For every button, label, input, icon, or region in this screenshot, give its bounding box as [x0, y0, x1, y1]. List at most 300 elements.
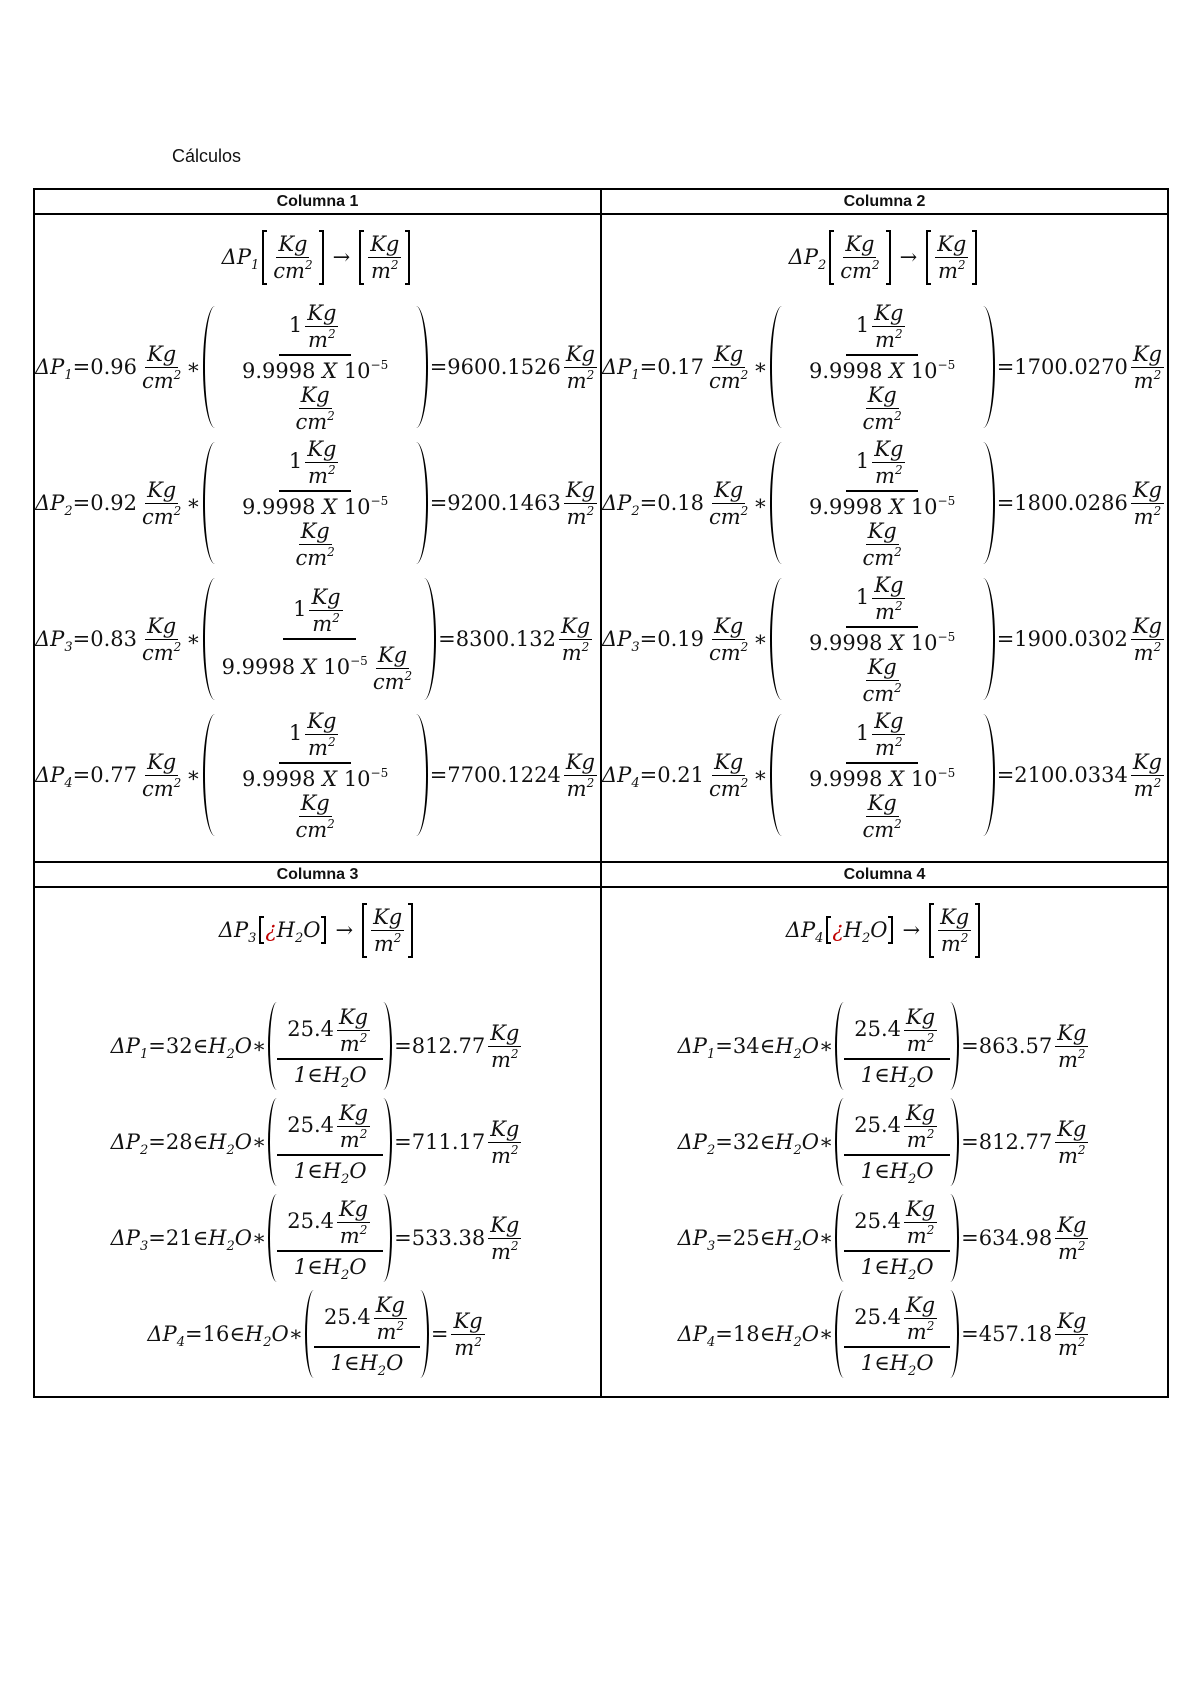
unit-kg: Kg [373, 904, 403, 929]
exponent-2: 2 [474, 1334, 482, 1349]
factor-value: 9.9998 [809, 358, 883, 383]
unit-cm: cm [708, 776, 741, 801]
p-symbol: P [236, 245, 251, 269]
times-sign: ∗ [251, 1226, 267, 1250]
h-symbol: H [359, 1351, 378, 1375]
pressure-equations [35, 215, 600, 843]
element-of-symbol: ∈ [759, 1226, 776, 1250]
unit-bracket [929, 903, 980, 958]
exponent: −5 [937, 493, 956, 508]
exponent-2: 2 [740, 639, 749, 654]
subscript-2: 2 [263, 1335, 272, 1350]
exponent: −5 [370, 357, 389, 372]
equation-row [602, 1190, 1167, 1286]
o-symbol: O [349, 1063, 367, 1087]
equals-sign: = [715, 1226, 733, 1250]
h-symbol: H [775, 1226, 794, 1250]
exponent-2: 2 [359, 1223, 368, 1237]
subscript: 4 [176, 1335, 185, 1350]
unit-m: m [1133, 368, 1154, 393]
ten-base: 10 [910, 494, 938, 519]
kg-per-m2 [305, 709, 338, 760]
delta-p-label [602, 491, 640, 519]
unit-kg: Kg [307, 708, 337, 733]
water-equations [35, 888, 600, 1382]
delta-p-header [785, 918, 824, 946]
one-numeral: 1 [855, 312, 870, 337]
o-symbol: O [349, 1255, 367, 1279]
subscript: 1 [139, 1047, 149, 1062]
unit-kg: Kg [560, 613, 591, 638]
arrow-icon: → [332, 245, 351, 269]
unit-m: m [1133, 640, 1154, 665]
subscript: 3 [248, 931, 257, 946]
subscript-2: 2 [226, 1047, 235, 1062]
exponent-2: 2 [894, 816, 902, 831]
exponent-2: 2 [390, 257, 399, 272]
factor-value: 9.9998 [242, 494, 316, 519]
unit-m: m [339, 1032, 360, 1056]
pressure-value: 0.19 [657, 627, 704, 651]
kg-per-m2 [935, 232, 968, 283]
column-1-header: Columna 1 [34, 189, 601, 214]
delta-symbol: Δ [147, 1322, 163, 1346]
ten-base: 10 [343, 358, 371, 383]
conversion-value: 25.4 [287, 1017, 334, 1041]
conversion-fraction [212, 709, 419, 842]
unit-m: m [454, 1335, 475, 1360]
subscript-2: 2 [908, 1172, 917, 1187]
unit-m: m [906, 1032, 927, 1056]
p-symbol: P [617, 763, 632, 787]
unit-m: m [906, 1128, 927, 1152]
exponent-2: 2 [957, 257, 966, 272]
pressure-value: 0.18 [657, 491, 704, 515]
subscript-2: 2 [226, 1143, 235, 1158]
ten-base: 10 [343, 494, 371, 519]
unit-m: m [491, 1239, 511, 1264]
delta-symbol: Δ [602, 627, 618, 651]
unit-cm: cm [862, 409, 895, 434]
pressure-value: 0.96 [90, 355, 137, 379]
unit-kg-per-m2 [488, 1117, 521, 1168]
parenthesis-group [268, 1194, 392, 1282]
unit-cm: cm [708, 504, 741, 529]
water-unit [293, 1063, 367, 1091]
h-symbol: H [889, 1159, 909, 1183]
equals-sign: = [961, 1034, 979, 1058]
conversion-value: 25.4 [854, 1017, 901, 1041]
one-element-symbol: 1∈ [293, 1159, 323, 1183]
equals-sign: = [996, 491, 1015, 515]
exponent-2: 2 [327, 462, 336, 477]
element-of-symbol: ∈ [759, 1130, 776, 1154]
equals-sign: = [639, 491, 658, 515]
parenthesis-group [268, 1002, 392, 1090]
conversion-header [35, 888, 600, 972]
conversion-fraction [779, 573, 986, 706]
exponent-2: 2 [926, 1223, 935, 1237]
conversion-value: 25.4 [854, 1209, 901, 1233]
unit-kg: Kg [490, 1020, 520, 1045]
unit-kg: Kg [490, 1116, 520, 1141]
unit-kg-per-m2 [488, 1213, 521, 1264]
subscript: 1 [706, 1047, 716, 1062]
delta-p-label [35, 763, 73, 791]
conversion-fraction [277, 1005, 383, 1091]
equals-sign: = [184, 1322, 203, 1346]
delta-symbol: Δ [602, 491, 618, 515]
unit-m: m [906, 1224, 927, 1248]
kg-per-cm2 [860, 519, 903, 570]
unit-kg-per-m2 [1131, 342, 1164, 393]
exponent-2: 2 [586, 503, 595, 518]
delta-p-header [218, 918, 257, 946]
subscript: 4 [815, 931, 824, 946]
o-symbol: O [386, 1351, 404, 1375]
water-value: 28 [165, 1130, 193, 1154]
inverted-question-mark: ¿ [832, 918, 844, 942]
times-sign: ∗ [186, 355, 201, 379]
unit-cm: cm [295, 545, 328, 570]
unit-m: m [308, 327, 328, 352]
ten-base: 10 [343, 766, 371, 791]
header-row-bottom [34, 862, 1168, 887]
exponent-2: 2 [327, 816, 335, 831]
column-2-cell [601, 214, 1168, 862]
kg-per-cm2 [860, 791, 903, 842]
page-heading: Cálculos [172, 146, 242, 166]
unit-kg: Kg [714, 613, 744, 638]
unit-cm: cm [708, 368, 741, 393]
conversion-fraction [844, 1005, 950, 1091]
kg-per-m2 [904, 1197, 937, 1248]
exponent-2: 2 [327, 734, 336, 749]
unit-cm: cm [862, 817, 895, 842]
conversion-fraction [779, 301, 986, 434]
one-element-symbol: 1∈ [293, 1063, 323, 1087]
unit-cm: cm [141, 776, 174, 801]
unit-kg: Kg [845, 231, 875, 256]
equation-row [602, 571, 1167, 707]
delta-p-label [677, 1322, 716, 1350]
h-symbol: H [322, 1255, 342, 1279]
exponent-2: 2 [740, 503, 749, 518]
kg-per-cm2 [838, 232, 881, 283]
unit-kg: Kg [905, 1197, 936, 1221]
conversion-fraction [844, 1197, 950, 1283]
parenthesis-group [203, 578, 437, 700]
delta-symbol: Δ [788, 245, 804, 269]
exponent-2: 2 [894, 462, 903, 477]
equals-sign: = [639, 763, 658, 787]
equation-row [602, 299, 1167, 435]
unit-m: m [940, 931, 961, 956]
h-symbol: H [775, 1130, 794, 1154]
unit-kg: Kg [714, 341, 744, 366]
kg-per-m2 [305, 437, 338, 488]
subscript: 3 [139, 1239, 149, 1254]
equals-sign: = [996, 627, 1015, 651]
unit-m: m [308, 463, 328, 488]
kg-per-cm2 [860, 655, 903, 706]
exponent-2: 2 [586, 367, 595, 382]
equation-row [35, 998, 600, 1094]
o-symbol: O [801, 1226, 819, 1250]
result-value: 1700.0270 [1014, 355, 1128, 379]
subscript: 3 [631, 640, 640, 655]
conversion-fraction [212, 585, 428, 694]
conversion-fraction [779, 709, 986, 842]
unit-kg: Kg [147, 341, 177, 366]
unit-kg-per-cm2 [140, 342, 183, 393]
exponent-2: 2 [1153, 503, 1162, 518]
exponent-2: 2 [396, 1319, 405, 1333]
h-symbol: H [889, 1063, 909, 1087]
unit-kg: Kg [714, 749, 744, 774]
unit-cm: cm [141, 504, 174, 529]
one-element-symbol: 1∈ [860, 1063, 890, 1087]
unit-kg-per-m2 [1055, 1213, 1088, 1264]
unit-m: m [1058, 1335, 1078, 1360]
equals-sign: = [148, 1226, 166, 1250]
subscript: 1 [250, 258, 260, 273]
water-unit [330, 1351, 404, 1379]
ten-base: 10 [910, 358, 938, 383]
subscript: 4 [631, 776, 640, 791]
x-symbol: X [301, 654, 317, 679]
o-symbol: O [916, 1159, 934, 1183]
element-of-symbol: ∈ [759, 1034, 776, 1058]
water-unit [276, 918, 321, 946]
exponent-2: 2 [926, 1127, 935, 1141]
one-element-symbol: 1∈ [860, 1159, 890, 1183]
p-symbol: P [692, 1130, 707, 1154]
unit-kg: Kg [940, 904, 970, 929]
unit-kg: Kg [565, 749, 595, 774]
exponent-2: 2 [393, 930, 402, 945]
unit-m: m [1058, 1047, 1078, 1072]
equals-sign: = [72, 627, 91, 651]
parenthesis-group [835, 1194, 959, 1282]
result-value: 9200.1463 [447, 491, 561, 515]
one-numeral: 1 [288, 448, 303, 473]
exponent-2: 2 [894, 680, 902, 695]
equals-sign: = [429, 491, 448, 515]
delta-p-label [35, 355, 73, 383]
times-sign: ∗ [818, 1034, 834, 1058]
x-symbol: X [889, 358, 905, 383]
unit-cm: cm [273, 258, 305, 283]
element-of-symbol: ∈ [192, 1130, 209, 1154]
unit-kg: Kg [147, 613, 177, 638]
result-value: 634.98 [978, 1226, 1053, 1250]
exponent: −5 [370, 493, 389, 508]
equals-sign: = [72, 491, 91, 515]
unit-kg: Kg [338, 1101, 369, 1125]
kg-per-m2 [904, 1005, 937, 1056]
unit-m: m [373, 931, 394, 956]
equals-sign: = [715, 1034, 733, 1058]
exponent: −5 [370, 765, 389, 780]
water-unit [860, 1159, 934, 1187]
water-unit [192, 1034, 252, 1062]
unit-m: m [312, 611, 333, 636]
unit-kg: Kg [874, 300, 904, 325]
unit-kg-per-m2 [488, 1021, 521, 1072]
exponent-2: 2 [327, 544, 335, 559]
parenthesis-group [835, 1002, 959, 1090]
water-unit [293, 1159, 367, 1187]
exponent-2: 2 [359, 1031, 368, 1045]
unit-kg-per-cm2 [140, 614, 183, 665]
delta-symbol: Δ [218, 918, 234, 942]
times-sign: ∗ [753, 763, 768, 787]
body-row-bottom [34, 887, 1168, 1397]
element-of-symbol: ∈ [229, 1322, 245, 1346]
unit-kg: Kg [300, 518, 330, 543]
unit-m: m [937, 258, 958, 283]
h-symbol: H [775, 1034, 794, 1058]
delta-p-label [110, 1130, 149, 1158]
x-symbol: X [322, 766, 338, 791]
unit-m: m [308, 735, 328, 760]
factor-value: 9.9998 [221, 654, 296, 679]
o-symbol: O [870, 918, 888, 942]
exponent-2: 2 [332, 610, 340, 625]
unit-bracket [829, 230, 890, 285]
equals-sign: = [148, 1130, 166, 1154]
one-element-symbol: 1∈ [860, 1351, 890, 1375]
kg-per-cm2 [293, 383, 336, 434]
delta-p-label [677, 1226, 716, 1254]
delta-p-label [35, 491, 73, 519]
unit-m: m [566, 776, 587, 801]
equation-row [602, 1094, 1167, 1190]
equation-row [35, 1286, 600, 1382]
water-equations [602, 888, 1167, 1382]
arrow-icon: → [335, 918, 354, 942]
o-symbol: O [271, 1322, 289, 1346]
conversion-header [602, 888, 1167, 972]
exponent-2: 2 [173, 503, 182, 518]
unit-kg: Kg [307, 300, 337, 325]
unit-kg-per-cm2 [140, 750, 183, 801]
equals-sign: = [429, 763, 448, 787]
subscript: 1 [631, 368, 640, 383]
unit-kg: Kg [307, 436, 337, 461]
kg-per-cm2 [860, 383, 903, 434]
unit-kg: Kg [874, 708, 904, 733]
unit-cm: cm [141, 368, 174, 393]
unit-m: m [1058, 1239, 1078, 1264]
water-unit [759, 1130, 819, 1158]
ten-base: 10 [910, 630, 938, 655]
unit-kg-per-m2 [564, 750, 597, 801]
unit-kg: Kg [453, 1308, 483, 1333]
x-symbol: X [889, 766, 905, 791]
equals-sign: = [961, 1226, 979, 1250]
unit-kg-per-m2 [1131, 614, 1164, 665]
kg-per-cm2 [371, 643, 414, 694]
exponent-2: 2 [304, 257, 313, 272]
parenthesis-group [770, 436, 995, 570]
exponent-2: 2 [327, 326, 336, 341]
exponent: −5 [937, 629, 956, 644]
unit-m: m [561, 640, 582, 665]
conversion-fraction [277, 1101, 383, 1187]
subscript-2: 2 [908, 1364, 917, 1379]
p-symbol: P [125, 1226, 140, 1250]
equals-sign: = [715, 1322, 733, 1346]
x-symbol: X [322, 494, 338, 519]
h-symbol: H [208, 1130, 227, 1154]
subscript-2: 2 [793, 1335, 802, 1350]
equals-sign: = [72, 355, 91, 379]
conversion-value: 25.4 [854, 1305, 901, 1329]
exponent: −5 [937, 765, 956, 780]
delta-p-header [788, 245, 827, 273]
pressure-value: 0.83 [90, 627, 137, 651]
unit-m: m [339, 1224, 360, 1248]
kg-per-m2 [305, 301, 338, 352]
delta-symbol: Δ [602, 355, 618, 379]
subscript: 4 [706, 1335, 716, 1350]
o-symbol: O [234, 1130, 252, 1154]
unit-kg: Kg [874, 436, 904, 461]
unit-kg: Kg [874, 572, 904, 597]
exponent-2: 2 [960, 930, 969, 945]
h-symbol: H [775, 1322, 794, 1346]
unit-kg-per-cm2 [707, 342, 750, 393]
exponent-2: 2 [1153, 775, 1162, 790]
unit-kg: Kg [867, 518, 897, 543]
body-row-top [34, 214, 1168, 862]
water-value: 32 [165, 1034, 193, 1058]
delta-symbol: Δ [35, 491, 51, 515]
p-symbol: P [233, 918, 249, 942]
times-sign: ∗ [251, 1130, 267, 1154]
unit-kg: Kg [375, 1293, 405, 1317]
equals-sign: = [394, 1226, 412, 1250]
one-numeral: 1 [855, 448, 870, 473]
unit-kg: Kg [1057, 1020, 1087, 1045]
x-symbol: X [889, 494, 905, 519]
unit-kg-per-m2 [1055, 1309, 1088, 1360]
unit-kg: Kg [867, 654, 897, 679]
p-symbol: P [50, 355, 65, 379]
column-3-cell [34, 887, 601, 1397]
column-3-header: Columna 3 [34, 862, 601, 887]
water-unit [192, 1130, 252, 1158]
exponent-2: 2 [510, 1238, 519, 1253]
subscript: 2 [631, 504, 640, 519]
equation-row [35, 1190, 600, 1286]
p-symbol: P [162, 1322, 177, 1346]
exponent-2: 2 [894, 598, 903, 613]
column-2-header: Columna 2 [601, 189, 1168, 214]
exponent-2: 2 [1077, 1046, 1086, 1061]
one-element-symbol: 1∈ [860, 1255, 890, 1279]
delta-symbol: Δ [677, 1226, 693, 1250]
equation-row [35, 571, 600, 707]
p-symbol: P [617, 355, 632, 379]
h-symbol: H [244, 1322, 264, 1346]
delta-symbol: Δ [35, 627, 51, 651]
delta-p-header [221, 245, 260, 273]
one-numeral: 1 [288, 720, 303, 745]
equation-row [602, 998, 1167, 1094]
